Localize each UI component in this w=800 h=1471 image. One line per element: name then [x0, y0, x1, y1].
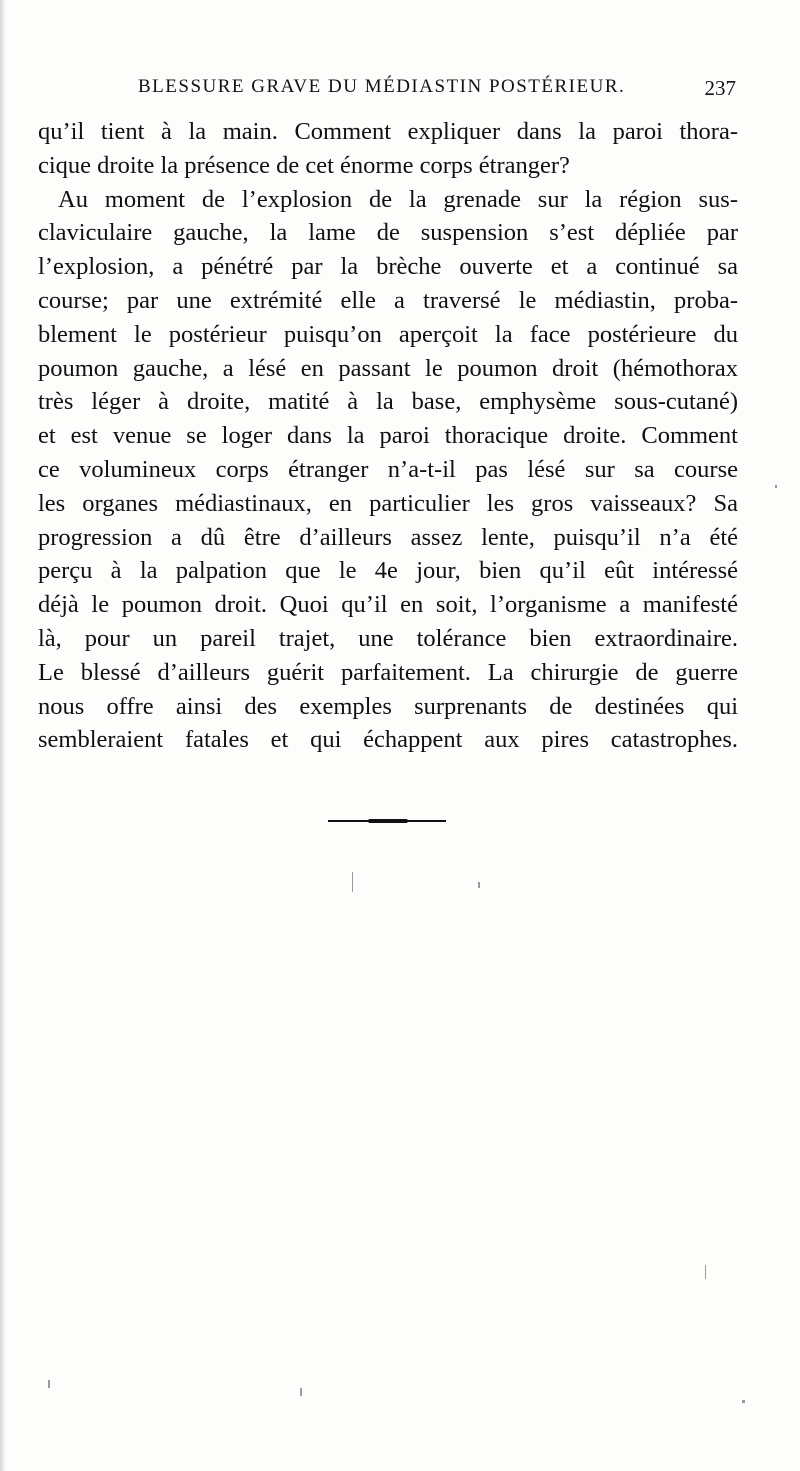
text-line: progression a dû être d’ailleurs assez lente, puisqu’il n’a été [38, 523, 738, 551]
text-line: nous offre ainsi des exemples surprenants de destinées qui [38, 692, 738, 720]
scan-speck [742, 1400, 745, 1403]
scan-speck [48, 1380, 50, 1388]
text-line: sembleraient fatales et qui échappent aux pires catastrophes. [38, 726, 738, 754]
page-number: 237 [704, 76, 736, 100]
scan-speck [478, 882, 480, 888]
text-line: poumon gauche, a lésé en passant le poumon droit (hémothorax [38, 354, 738, 382]
text-line: blement le postérieur puisqu’on aperçoit la face postérieure du [38, 320, 738, 348]
text-line: les organes médiastinaux, en particulier les gros vaisseaux? Sa [38, 489, 738, 517]
text-line: et est venue se loger dans la paroi thoracique droite. Comment [38, 422, 738, 450]
text-line: l’explosion, a pénétré par la brèche ouverte et a continué sa [38, 253, 738, 281]
text-line: ce volumineux corps étranger n’a-t-il pas lésé sur sa course [38, 455, 738, 483]
scan-speck [775, 485, 777, 488]
text-line: claviculaire gauche, la lame de suspension s’est dépliée par [38, 219, 738, 247]
text-line: qu’il tient à la main. Comment expliquer dans la paroi thora- [38, 118, 738, 145]
end-of-chapter-rule [328, 820, 446, 822]
text-line: déjà le poumon droit. Quoi qu’il en soit, l’organisme a manifesté [38, 591, 738, 619]
running-title: BLESSURE GRAVE DU MÉDIASTIN POSTÉRIEUR. [138, 76, 626, 97]
text-line: très léger à droite, matité à la base, emphysème sous-cutané) [38, 388, 738, 416]
scan-speck [705, 1265, 706, 1279]
text-line: Le blessé d’ailleurs guérit parfaitement. La chirurgie de guerre [38, 658, 738, 686]
text-line: course; par une extrémité elle a traversé le médiastin, proba- [38, 286, 738, 314]
text-line: là, pour un pareil trajet, une tolérance bien extraordinaire. [38, 624, 738, 652]
text-line: Au moment de l’explosion de la grenade sur la région sus- [58, 185, 738, 213]
text-line: cique droite la présence de cet énorme corps étranger? [38, 151, 570, 179]
scan-speck [300, 1388, 302, 1396]
running-head [38, 76, 738, 104]
scan-edge-shadow [0, 0, 6, 1471]
body-text [38, 115, 738, 757]
text-line: perçu à la palpation que le 4e jour, bien qu’il eût intéressé [38, 557, 738, 585]
scan-speck [352, 872, 353, 892]
